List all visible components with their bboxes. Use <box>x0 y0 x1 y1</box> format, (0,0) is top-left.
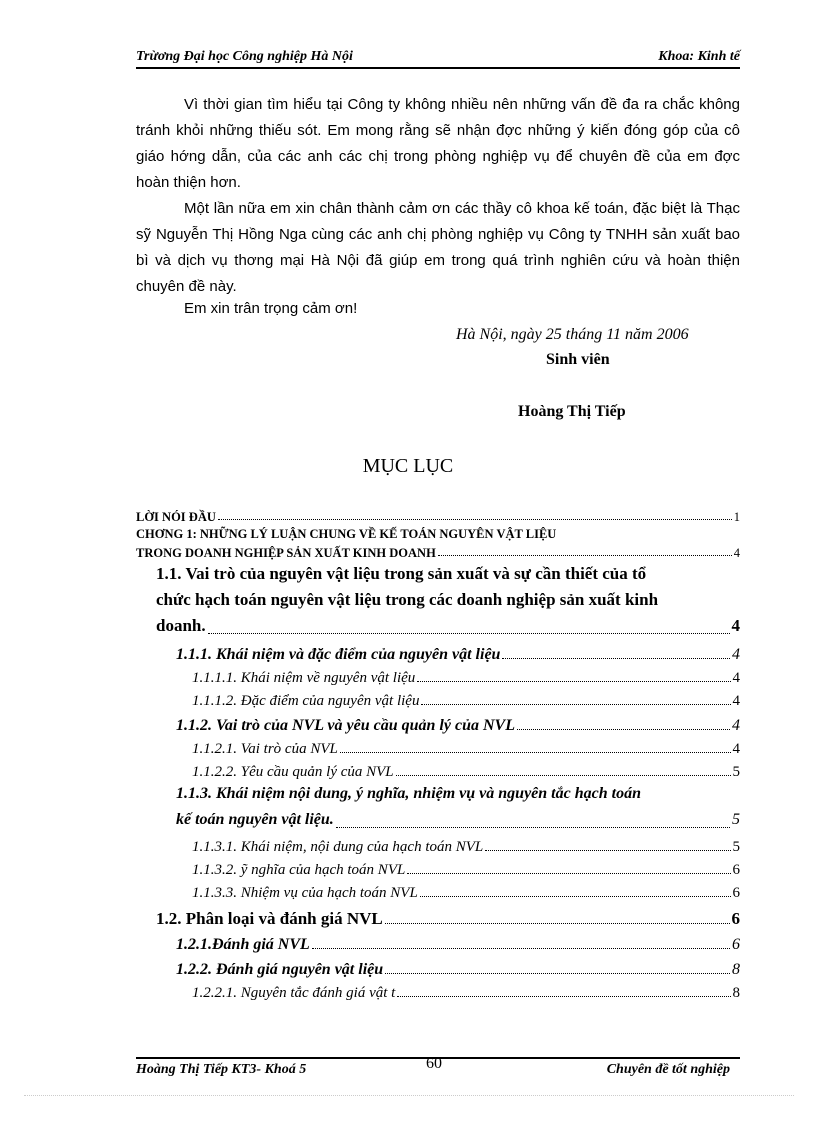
footer-title: Chuyên đề tốt nghiệp <box>606 1062 730 1077</box>
page-header <box>136 47 740 69</box>
toc-entry[interactable]: 1.1.1. Khái niệm và đặc điểm của nguyên vật liệu 4 <box>176 646 740 663</box>
signature-date: Hà Nội, ngày 25 tháng 11 năm 2006 <box>456 326 689 343</box>
toc-entry[interactable]: 1.1.2.2. Yêu cầu quản lý của NVL 5 <box>192 764 740 780</box>
toc-entry[interactable]: 1.2.2.1. Nguyên tắc đánh giá vật t 8 <box>192 985 740 1001</box>
toc-entry-section-1-1-3[interactable]: 1.1.3. Khái niệm nội dung, ý nghĩa, nhiệm vụ và nguyên tắc hạch toán kế toán nguyên vật liệu. 5 <box>176 785 740 828</box>
toc-entry[interactable]: 1.1.1.2. Đặc điểm của nguyên vật liệu 4 <box>192 693 740 709</box>
toc-title: MỤC LỤC <box>362 455 454 477</box>
paragraph-2: Một lần nữa em xin chân thành cảm ơn các thầy cô khoa kế toán, đặc biệt là Thạc sỹ Nguyễn Thị Hồng Nga cùng các anh chị phòng nghiệp vụ Công ty TNHH sản xuất bao bì và dịch vụ thơng mại Hà Nội đã giúp em trong quá trình nghiên cứu và hoàn thiện chuyên đề này. <box>136 200 740 295</box>
page-footer <box>136 1057 740 1079</box>
footer-author: Hoàng Thị Tiếp KT3- Khoá 5 <box>136 1062 307 1077</box>
toc-entry[interactable]: 1.1.1.1. Khái niệm về nguyên vật liệu 4 <box>192 670 740 686</box>
page-edge-divider <box>24 1095 794 1096</box>
toc-entry[interactable]: LỜI NÓI ĐẦU 1 <box>136 510 740 524</box>
paragraph-1: Vì thời gian tìm hiểu tại Công ty không nhiều nên những vấn đề đa ra chắc không tránh khỏi những thiếu sót. Em mong rằng sẽ nhận đợc những ý kiến đóng góp của cô giáo hớng dẫn, của các anh các chị trong phòng nghiệp vụ để chuyên đề của em đợc hoàn thiện hơn. <box>136 96 740 191</box>
toc-entry[interactable]: 1.1.3.1. Khái niệm, nội dung của hạch toán NVL 5 <box>192 839 740 855</box>
signature-name: Hoàng Thị Tiếp <box>518 403 626 420</box>
toc-entry[interactable]: 1.1.3.2. ỹ nghĩa của hạch toán NVL 6 <box>192 862 740 878</box>
toc-entry[interactable]: 1.1.2.1. Vai trò của NVL 4 <box>192 741 740 757</box>
signature-role: Sinh viên <box>546 351 610 368</box>
page-number: 60 <box>426 1055 442 1072</box>
toc-entry-section-1-1[interactable]: 1.1. Vai trò của nguyên vật liệu trong sản xuất và sự cần thiết của tổ chức hạch toán nguyên vật liệu trong các doanh nghiệp sản xuất kinh doanh. 4 <box>156 564 740 635</box>
table-of-contents <box>136 506 740 1002</box>
toc-entry[interactable]: 1.2.2. Đánh giá nguyên vật liệu 8 <box>176 961 740 978</box>
toc-entry-chapter-line1[interactable]: CHƠNG 1: NHỮNG LÝ LUẬN CHUNG VỀ KẾ TOÁN NGUYÊN VẬT LIỆU <box>136 527 557 541</box>
header-school: Trừơng Đại học Công nghiệp Hà Nội <box>136 49 353 64</box>
toc-entry[interactable]: 1.1.2. Vai trò của NVL và yêu cầu quản lý của NVL 4 <box>176 717 740 734</box>
header-faculty: Khoa: Kinh tế <box>658 49 740 64</box>
toc-entry[interactable]: 1.1.3.3. Nhiệm vụ của hạch toán NVL 6 <box>192 885 740 901</box>
paragraph-3: Em xin trân trọng cảm ơn! <box>184 300 358 317</box>
toc-entry-chapter-line2[interactable]: TRONG DOANH NGHIỆP SẢN XUẤT KINH DOANH 4 <box>136 546 740 560</box>
toc-entry[interactable]: 1.2. Phân loại và đánh giá NVL 6 <box>156 909 740 928</box>
toc-entry[interactable]: 1.2.1.Đánh giá NVL 6 <box>176 936 740 953</box>
